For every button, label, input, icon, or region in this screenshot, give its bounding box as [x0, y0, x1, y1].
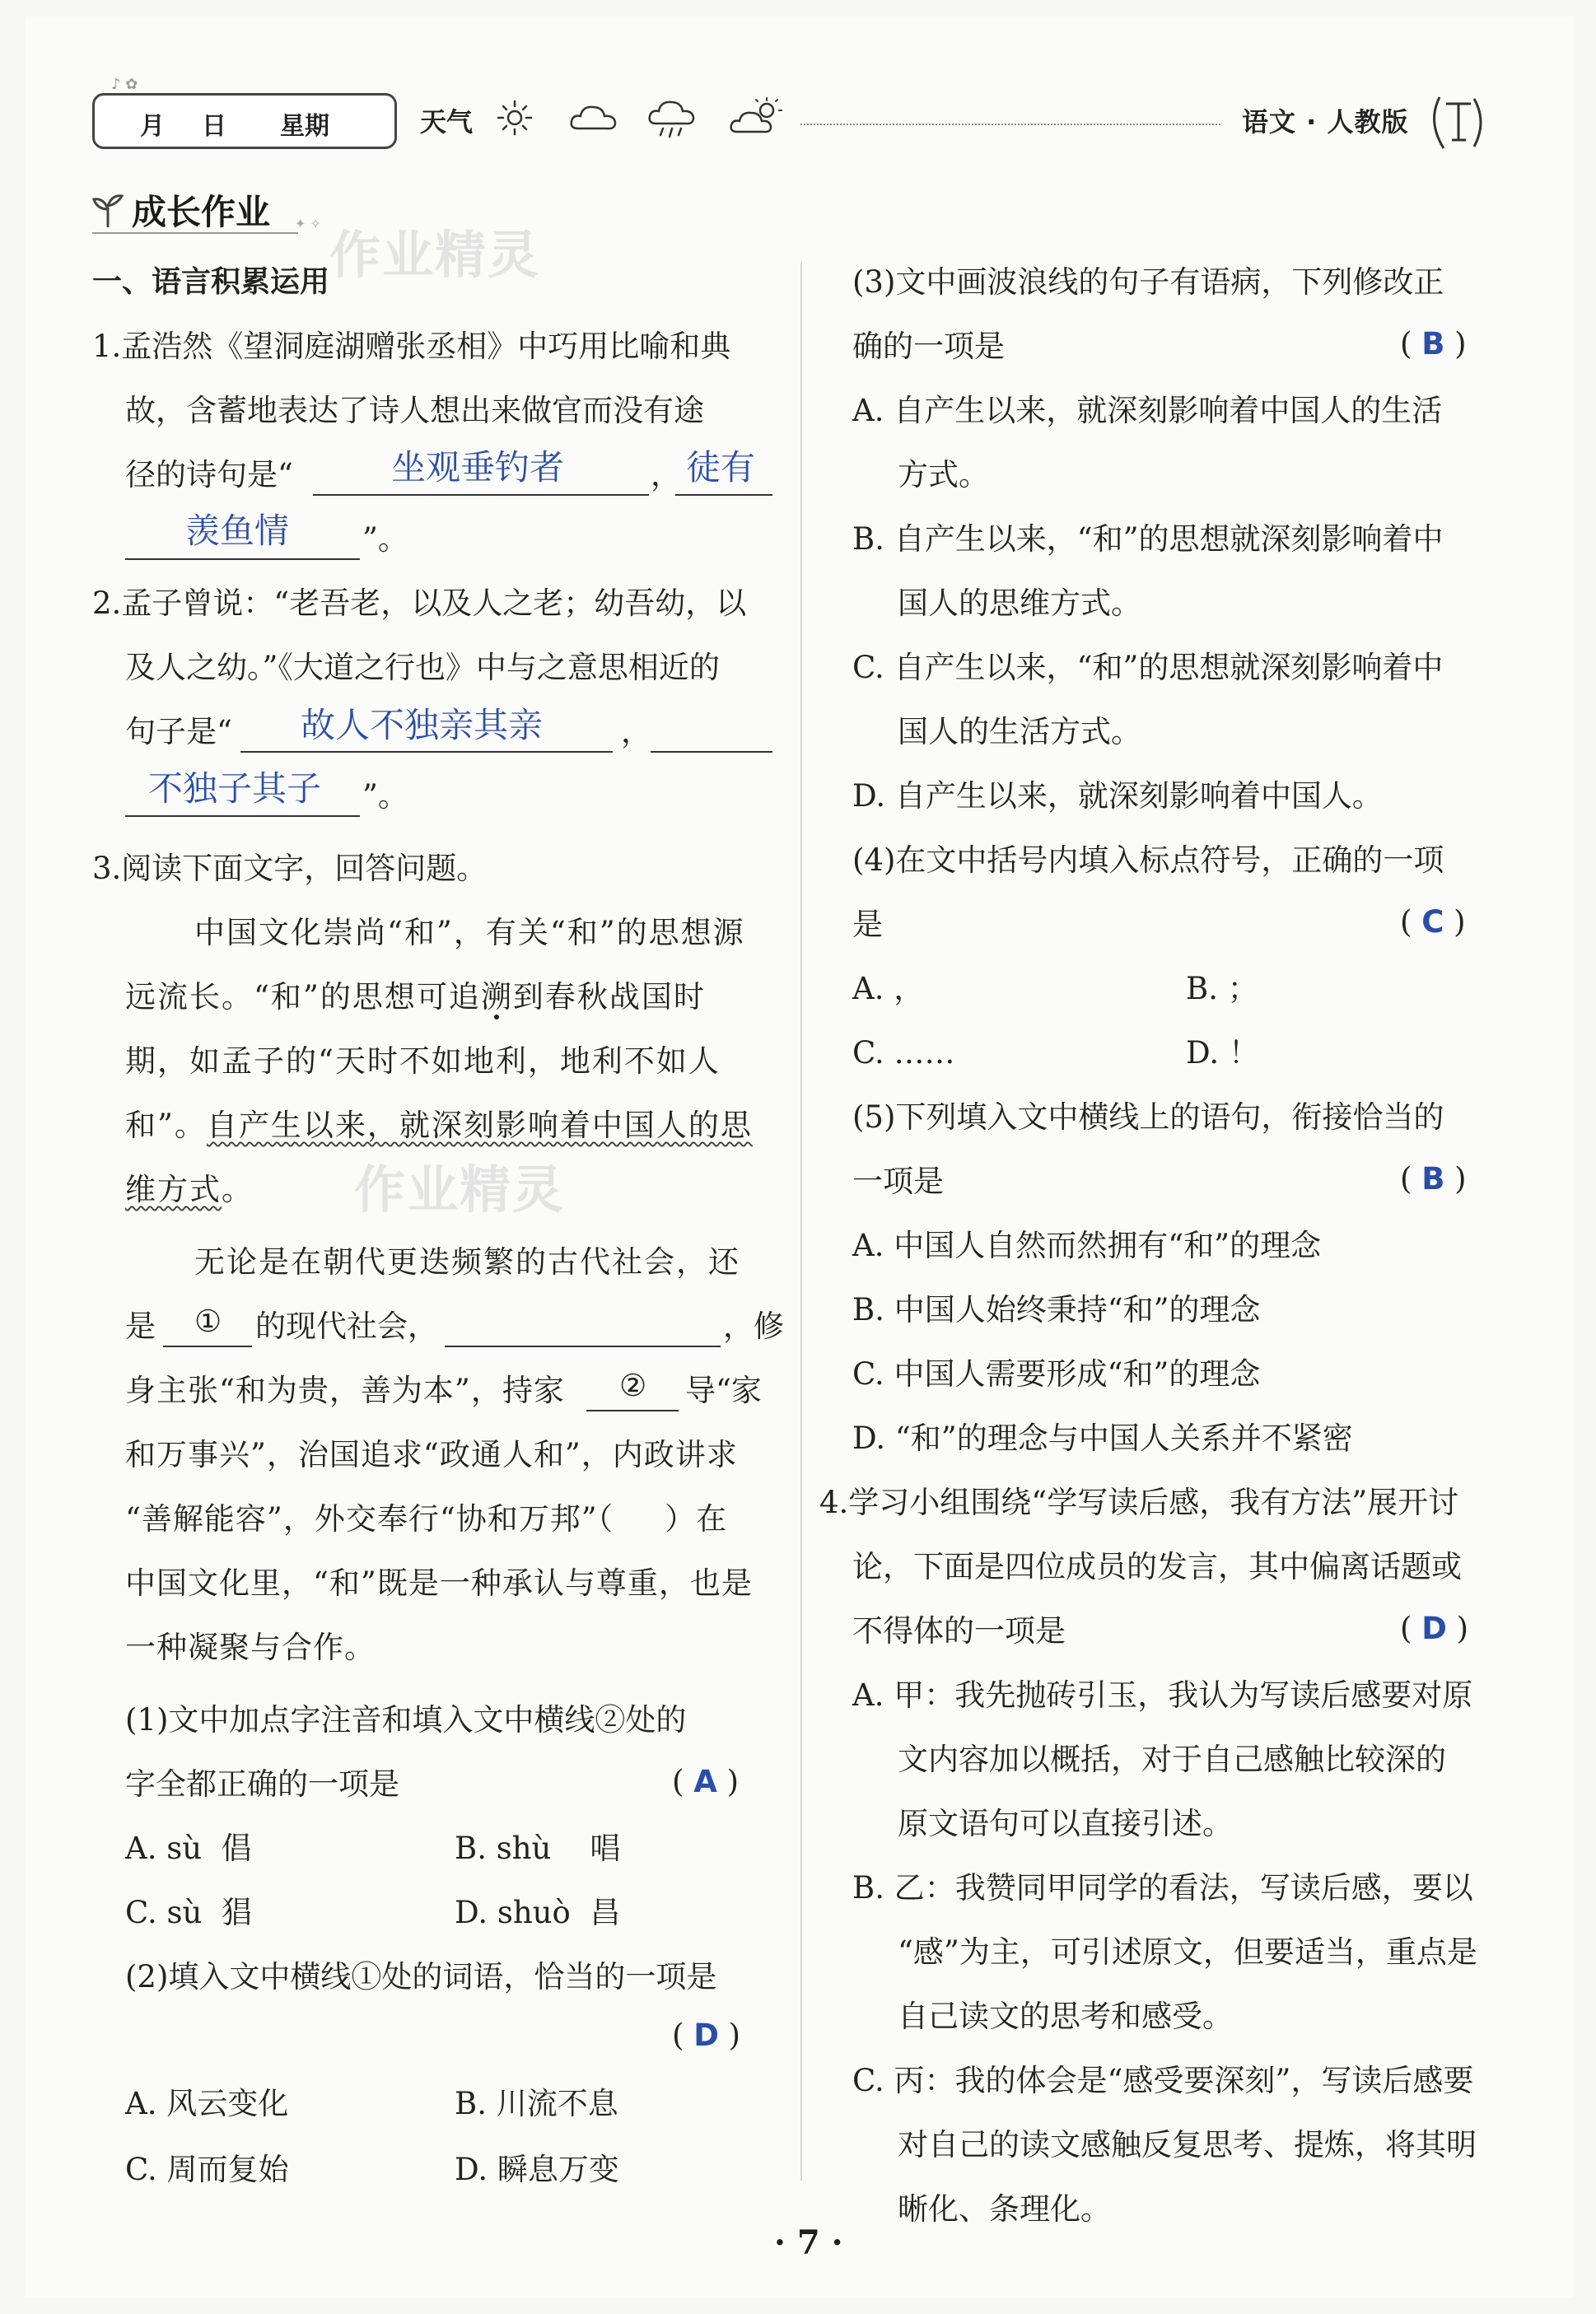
option-a[interactable]: A. 甲：我先抛砖引玉，我认为写读后感要对原 [852, 1677, 1473, 1713]
q3-1-stem: (1)文中加点字注音和填入文中横线②处的 [125, 1702, 687, 1738]
option-d[interactable]: D. “和”的理念与中国人关系并不紧密 [852, 1421, 1353, 1456]
passage-line: 中国文化里，“和”既是一种承认与尊重，也是 [125, 1565, 753, 1601]
answer-blank [125, 558, 360, 560]
passage-line: 是 [125, 1309, 156, 1344]
blank-2-label: ② [619, 1368, 647, 1403]
option-c[interactable]: C. …… [852, 1035, 955, 1071]
option-b-cont: 国人的思维方式。 [898, 585, 1141, 621]
watermark: 作业精灵 [354, 1159, 566, 1220]
rain-cloud-icon [646, 97, 698, 143]
q4-stem: 不得体的一项是 [852, 1613, 1066, 1649]
answer-paren: ( A ) [672, 1764, 740, 1799]
blank-1 [163, 1346, 252, 1347]
part1-title: 一、语言积累运用 [92, 265, 330, 299]
passage-line: 和万事兴”，治国追求“政通人和”，内政讲求 [125, 1437, 738, 1472]
option-b[interactable]: B. shù 唱 [455, 1831, 621, 1866]
page-number: · 7 · [774, 2223, 843, 2262]
q3-2-answer: D [693, 2018, 719, 2053]
option-b-cont: 自己读文的思考和感受。 [898, 1999, 1233, 2034]
passage-line: ，修 [723, 1309, 784, 1344]
option-c[interactable]: C. sù 猖 [125, 1895, 252, 1930]
option-d[interactable]: D. shuò 昌 [455, 1895, 621, 1930]
q1-line: 径的诗句是“ [125, 457, 293, 492]
answer-blank [313, 494, 649, 496]
option-b[interactable]: B. 中国人始终秉持“和”的理念 [852, 1292, 1261, 1327]
option-b[interactable]: B. 川流不息 [455, 2086, 618, 2121]
answer-paren: ( B ) [1400, 1161, 1467, 1197]
option-c-cont: 对自己的读文感触反复思考、提炼，将其明 [898, 2127, 1477, 2162]
sun-icon [494, 97, 535, 138]
q3-3-answer: B [1421, 326, 1445, 362]
q3-4-stem: 是 [852, 907, 883, 942]
option-a[interactable]: A. 中国人自然而然拥有“和”的理念 [852, 1228, 1322, 1263]
option-a[interactable]: A. 自产生以来，就深刻影响着中国人的生活 [852, 393, 1443, 428]
answer-paren: ( D ) [672, 2018, 741, 2053]
option-a-cont: 方式。 [898, 457, 989, 492]
q3-5-stem: 一项是 [852, 1164, 944, 1199]
q3-5-answer: B [1421, 1161, 1445, 1197]
passage-line: 身主张“和为贵，善为本”，持家 [125, 1373, 565, 1408]
watermark: 作业精灵 [329, 225, 541, 285]
weather-label: 天气 [420, 106, 474, 138]
q4-stem: 论，下面是四位成员的发言，其中偏离话题或 [852, 1549, 1462, 1584]
answer-blank [651, 751, 772, 753]
q4-answer: D [1421, 1611, 1447, 1646]
blank-2 [586, 1410, 679, 1411]
q2-line: 句子是“ [125, 714, 232, 749]
q3-3-stem: 确的一项是 [852, 329, 1005, 364]
option-c[interactable]: C. 自产生以来，“和”的思想就深刻影响着中 [852, 650, 1444, 685]
q2-answer-2: 不独子其子 [148, 768, 322, 809]
option-d[interactable]: D. 瞬息万变 [455, 2152, 619, 2187]
option-b[interactable]: B. ； [1186, 971, 1258, 1006]
passage-line: 远流长。“和”的思想可追溯到春秋战国时 [125, 979, 706, 1015]
q3-3-stem: (3)文中画波浪线的句子有语病，下列修改正 [852, 264, 1444, 300]
partly-cloudy-icon [729, 97, 788, 140]
q1-comma: ， [651, 457, 681, 492]
option-a-cont: 文内容加以概括，对于自己感触比较深的 [898, 1742, 1446, 1777]
header-divider [800, 124, 1220, 125]
answer-blank [125, 815, 360, 817]
option-a[interactable]: A. ， [852, 971, 925, 1006]
option-d[interactable]: D. ！ [1186, 1035, 1259, 1071]
option-b-cont: “感”为主，可引述原文，但要适当，重点是 [898, 1934, 1477, 1970]
wavy-underlined-sentence: 自产生以来，就深刻影响着中国人的思 [206, 1108, 753, 1143]
month-label: 月 [140, 112, 165, 141]
option-a[interactable]: A. sù 倡 [125, 1831, 252, 1866]
option-a-cont: 原文语句可以直接引述。 [898, 1806, 1233, 1841]
option-c[interactable]: C. 中国人需要形成“和”的理念 [852, 1356, 1261, 1392]
q2-line: 2.孟子曾说：“老吾老，以及人之老；幼吾幼，以 [92, 585, 747, 621]
answer-paren: ( D ) [1400, 1611, 1469, 1646]
q3-4-stem: (4)在文中括号内填入标点符号，正确的一项 [852, 842, 1444, 878]
decorative-stars-icon: ✦ ✧ [295, 216, 321, 231]
answer-paren: ( C ) [1400, 904, 1466, 940]
passage-line: 中国文化崇尚“和”，有关“和”的思想源 [194, 915, 745, 950]
q2-line: 及人之幼。”《大道之行也》中与之意思相近的 [125, 650, 720, 685]
answer-blank [445, 1346, 721, 1347]
publisher-logo-icon [1423, 89, 1497, 155]
q2-comma: ， [621, 714, 651, 749]
sprout-icon [89, 191, 127, 229]
option-b[interactable]: B. 自产生以来，“和”的思想就深刻影响着中 [852, 521, 1444, 557]
header-decoration: ♪ ✿ [111, 76, 138, 93]
weekday-label: 星期 [280, 112, 329, 141]
passage-line: 期，如孟子的“天时不如地利，地利不如人 [125, 1043, 721, 1079]
option-c-cont: 国人的生活方式。 [898, 714, 1141, 749]
blank-1-label: ① [194, 1304, 222, 1339]
option-b[interactable]: B. 乙：我赞同甲同学的看法，写读后感，要以 [852, 1870, 1473, 1906]
q1-line: 故，含蓄地表达了诗人想出来做官而没有途 [125, 393, 704, 428]
wavy-underlined-sentence: 维方式 [125, 1172, 222, 1207]
section-title: 成长作业 [132, 192, 271, 232]
passage-line: 维方式。 [125, 1172, 254, 1207]
dotted-char: 溯 [480, 979, 513, 1015]
q3-2-stem: (2)填入文中横线①处的词语，恰当的一项是 [125, 1959, 717, 1994]
q1-end: ”。 [362, 521, 408, 557]
q1-line: 1.孟浩然《望洞庭湖赠张丞相》中巧用比喻和典 [92, 329, 731, 364]
answer-blank [240, 751, 613, 753]
section-title-underline [92, 232, 298, 234]
answer-blank [675, 494, 772, 496]
day-label: 日 [202, 112, 226, 141]
option-c[interactable]: C. 周而复始 [125, 2152, 289, 2187]
q3-5-stem: (5)下列填入文中横线上的语句，衔接恰当的 [852, 1099, 1444, 1135]
q3-intro: 3.阅读下面文字，回答问题。 [92, 851, 488, 886]
passage-line: 和”。自产生以来，就深刻影响着中国人的思 [125, 1108, 753, 1143]
subject-label: 语文 · 人教版 [1242, 106, 1409, 138]
q4-stem: 4.学习小组围绕“学写读后感，我有方法”展开讨 [819, 1485, 1459, 1520]
passage-line: 的现代社会， [255, 1309, 438, 1344]
column-divider [800, 262, 802, 2181]
q3-1-stem: 字全都正确的一项是 [125, 1766, 399, 1802]
cloud-icon [568, 97, 619, 138]
answer-paren: ( B ) [1400, 326, 1467, 362]
passage-line: “善解能容”，外交奉行“协和万邦”（ ）在 [125, 1501, 728, 1537]
option-a[interactable]: A. 风云变化 [125, 2086, 289, 2121]
passage-line: 一种凝聚与合作。 [125, 1630, 376, 1665]
option-d[interactable]: D. 自产生以来，就深刻影响着中国人。 [852, 778, 1383, 814]
q3-4-answer: C [1421, 904, 1444, 940]
q2-end: ”。 [362, 778, 408, 814]
option-c[interactable]: C. 丙：我的体会是“感受要深刻”，写读后感要 [852, 2063, 1474, 2098]
q1-answer-1: 坐观垂钓者 [391, 447, 565, 488]
q1-answer-2b: 羡鱼情 [185, 511, 290, 551]
passage-line: 导“家 [685, 1373, 762, 1408]
q2-answer-1: 故人不独亲其亲 [301, 705, 544, 745]
q3-1-answer: A [693, 1764, 717, 1799]
q1-answer-2a: 徒有 [686, 447, 756, 488]
date-box [92, 93, 397, 149]
passage-line: 无论是在朝代更迭频繁的古代社会，还 [194, 1244, 740, 1280]
option-c-cont: 晰化、条理化。 [898, 2191, 1111, 2227]
